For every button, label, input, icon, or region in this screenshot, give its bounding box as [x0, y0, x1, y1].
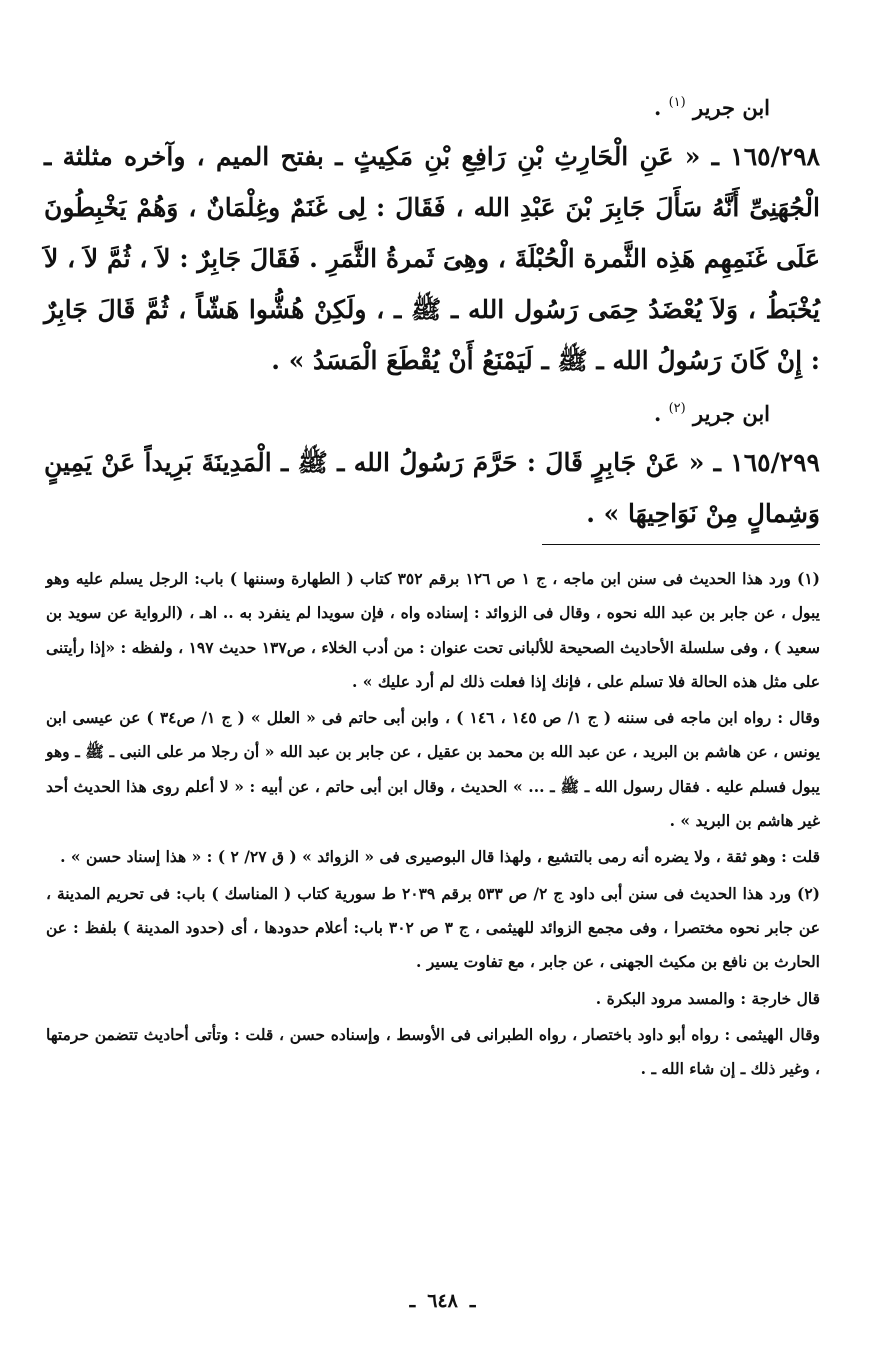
page-number	[0, 1290, 885, 1312]
footnote-ref: (١)	[668, 95, 686, 110]
source-end: .	[653, 95, 662, 120]
hadith-299	[44, 437, 820, 539]
footnote-1-paragraph: (١) ورد هذا الحديث فى سنن ابن ماجه ، ج ١ ص ١٢٦ برقم ٣٥٢ كتاب ( الطهارة وسننها ) باب: الرجل يسلم عليه وهو يبول ، عن جابر بن عبد الله نحوه ، وقال فى الزوائد : إسناده واه ، فإن سويدا لم ينفرد به .. اهـ ، (الرواية عن سويد بن سعيد ) ، وفى سلسلة الأحاديث الصحيحة للألبانى تحت عنوان : من أدب الخلاء ، ص١٣٧ حديث ١٩٧ ، ولفظه : «إذا رأيتنى على مثل هذه الحالة فلا تسلم على ، فإنك إذا فعلت ذلك لم أرد عليك » .	[46, 569, 820, 691]
page-number-value: ٦٤٨	[427, 1290, 458, 1312]
footnote-2-paragraph: قال خارجة : والمسد مرود البكرة .	[595, 988, 820, 1008]
hadith-text: ـ « عَنِ الْحَارِثِ بْنِ رَافِعِ بْنِ مَكِيثٍ ـ بفتح الميم ، وآخره مثلثة ـ الْجُهَنِىِّ أَنَّهُ سَأَلَ جَابِرَ بْنَ عَبْدِ الله ، فَقَالَ : لِى غَنَمٌ وغِلْمَانٌ ، وَهُمْ يَخْبِطُونَ عَلَى غَنَمِهِم هَذِه الثَّمرة الْحُبْلَةَ ، وهِىَ ثَمرةُ الثَّمَرِ . فَقَالَ جَابِرٌ : لاَ ، ثُمَّ لاَ ، لاَ يُخْبَطُ ، وَلاَ يُعْضَدُ حِمَى رَسُول الله ـ ﷺ ـ ، ولَكِنْ هُشُّوا هَشّاً ، ثُمَّ قَالَ جَابِرٌ : إِنْ كَانَ رَسُولُ الله ـ ﷺ ـ لَيَمْنَعُ أَنْ يُقْطَعَ الْمَسَدُ » .	[44, 142, 820, 375]
hadith-number: ١٦٥/٢٩٩	[730, 448, 820, 477]
footnotes	[46, 562, 820, 1086]
footnote-divider	[542, 544, 820, 545]
page-number-dash-right: ـ	[409, 1290, 416, 1312]
hadith-298	[44, 131, 820, 386]
hadith-text: ـ « عَنْ جَابِرٍ قَالَ : حَرَّمَ رَسُولُ الله ـ ﷺ ـ الْمَدِينَةَ بَرِيداً عَنْ يَمِينٍ وَشِمالٍ مِنْ نَوَاحِيهَا » .	[44, 448, 820, 528]
footnote-2-paragraph: (٢) ورد هذا الحديث فى سنن أبى داود ج ٢/ ص ٥٣٣ برقم ٢٠٣٩ ط سورية كتاب ( المناسك ) باب: فى تحريم المدينة ، عن جابر نحوه مختصرا ، وفى مجمع الزوائد للهيثمى ، ج ٣ ص ٣٠٢ باب: أعلام حدودها ، أى (حدود المدينة ) بلفظ : عن الحارث بن نافع بن مكيث الجهنى ، عن جابر ، مع تفاوت يسير .	[46, 883, 820, 972]
source-line-2	[44, 386, 820, 437]
footnote-ref: (٢)	[668, 401, 686, 416]
footnote-2-paragraph: وقال الهيثمى : رواه أبو داود باختصار ، رواه الطبرانى فى الأوسط ، وإسناده حسن ، قلت : وتأتى أحاديث تتضمن حرمتها ، وغير ذلك ـ إن شاء الله ـ .	[46, 1024, 820, 1079]
hadith-number: ١٦٥/٢٩٨	[730, 142, 820, 171]
main-text	[44, 80, 820, 539]
source-name: ابن جرير	[693, 401, 770, 426]
source-end: .	[653, 401, 662, 426]
footnote-1-paragraph: قلت : وهو ثقة ، ولا يضره أنه رمى بالتشيع ، ولهذا قال البوصيرى فى « الزوائد » ( ق ٢٧/ ٢ ) : « هذا إسناد حسن » .	[60, 847, 820, 867]
page-number-dash-left: ـ	[469, 1290, 476, 1312]
source-line-1	[44, 80, 820, 131]
source-name: ابن جرير	[693, 95, 770, 120]
footnote-1-paragraph: وقال : رواه ابن ماجه فى سننه ( ج ١/ ص ١٤٥ ، ١٤٦ ) ، وابن أبى حاتم فى « العلل » ( ج ١/ ص٣٤ ) عن عيسى ابن يونس ، عن هاشم بن البريد ، عن عبد الله بن محمد بن عقيل ، عن جابر بن عبد الله « أن رجلا مر على النبى ـ ﷺ ـ وهو يبول فسلم عليه . فقال رسول الله ـ ﷺ ـ ... » الحديث ، وقال ابن أبى حاتم ، عن أبيه : « لا أعلم روى هذا الحديث أحد غير هاشم بن البريد » .	[46, 708, 821, 831]
